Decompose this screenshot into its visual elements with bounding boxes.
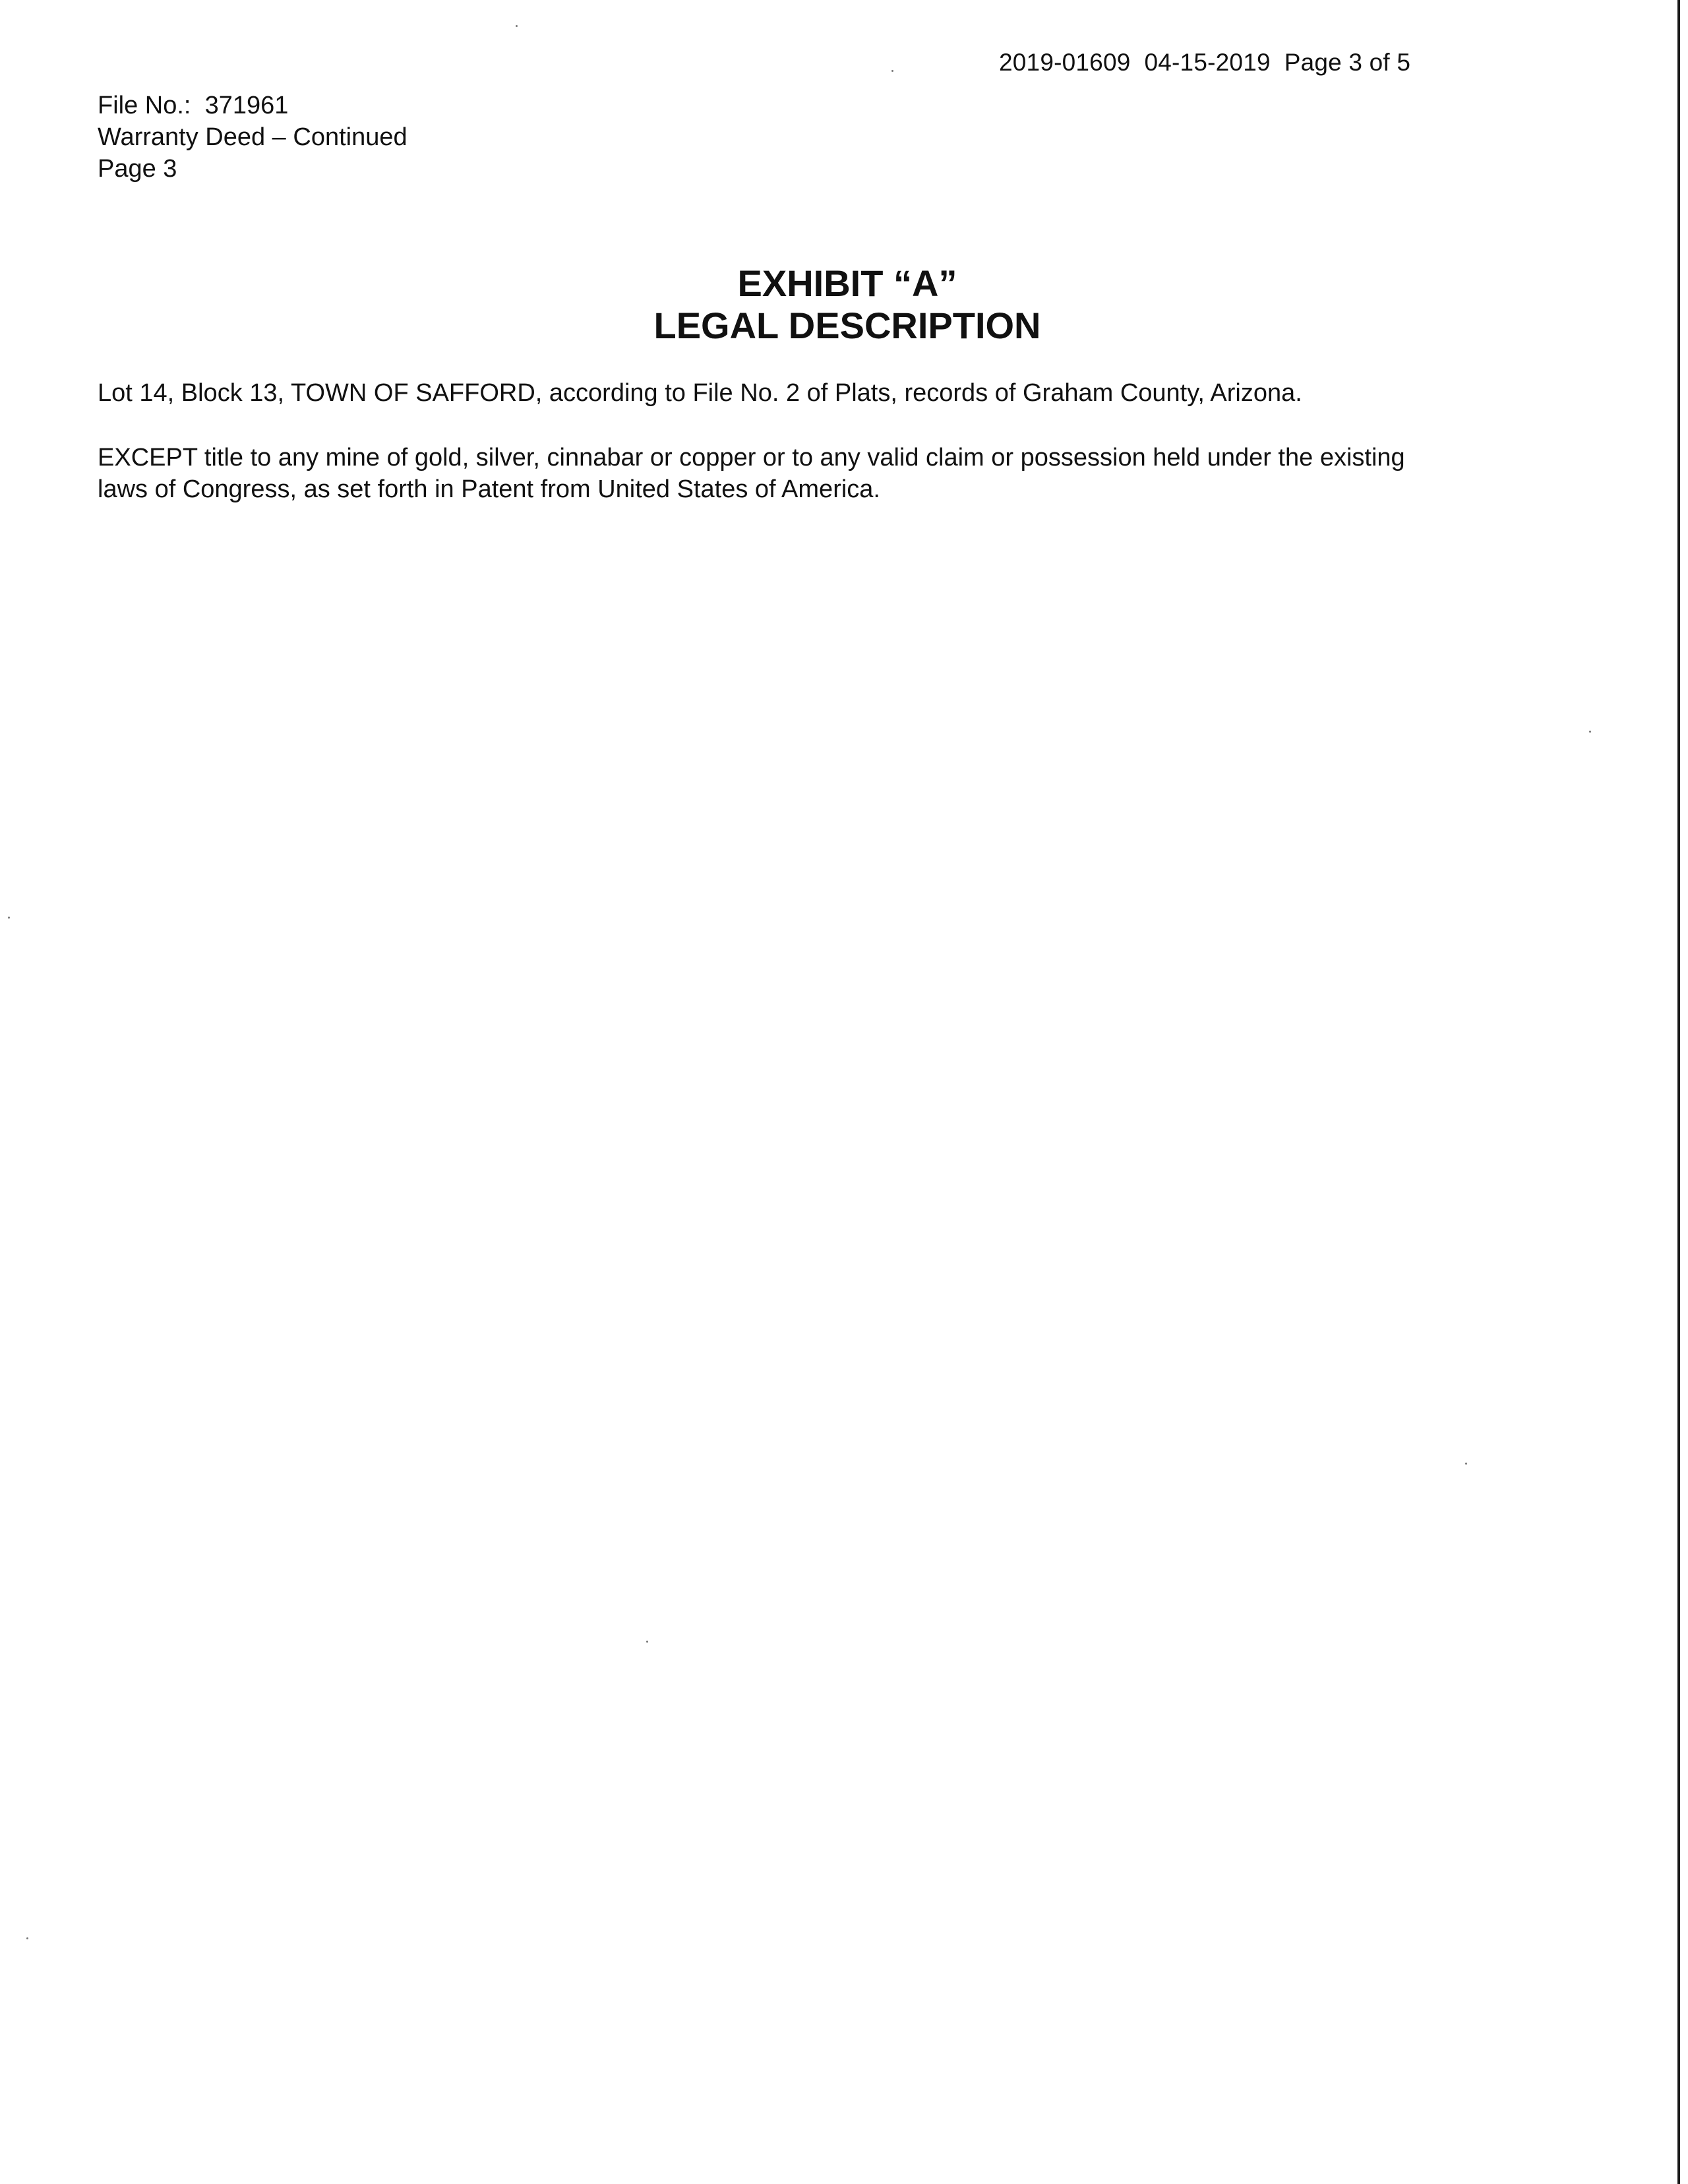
exhibit-heading xyxy=(0,262,1688,347)
legal-description-paragraph: Lot 14, Block 13, TOWN OF SAFFORD, according to File No. 2 of Plats, records of Graham County, Arizona. xyxy=(98,379,1302,407)
scan-speck xyxy=(1589,731,1591,733)
exception-line-2: laws of Congress, as set forth in Patent from United States of America. xyxy=(98,475,880,503)
scan-speck xyxy=(646,1641,648,1643)
exhibit-title: EXHIBIT “A” xyxy=(737,262,957,304)
exception-line-1: EXCEPT title to any mine of gold, silver, cinnabar or copper or to any valid claim or possession held under the existing xyxy=(98,444,1405,471)
scan-edge-line xyxy=(1677,0,1680,2184)
exhibit-subtitle: LEGAL DESCRIPTION xyxy=(653,305,1041,346)
scan-speck xyxy=(1465,1463,1467,1465)
recording-stamp: 2019-01609 04-15-2019 Page 3 of 5 xyxy=(999,49,1411,76)
scan-speck xyxy=(26,1937,28,1939)
scan-speck xyxy=(891,70,893,72)
scan-speck xyxy=(8,917,10,919)
scan-speck xyxy=(516,25,518,27)
legal-description xyxy=(98,377,1548,538)
file-number: File No.: 371961 xyxy=(98,92,289,119)
file-header xyxy=(98,90,407,185)
exception-paragraph xyxy=(98,442,1548,505)
document-type: Warranty Deed – Continued xyxy=(98,123,407,151)
page-number: Page 3 xyxy=(98,155,177,183)
